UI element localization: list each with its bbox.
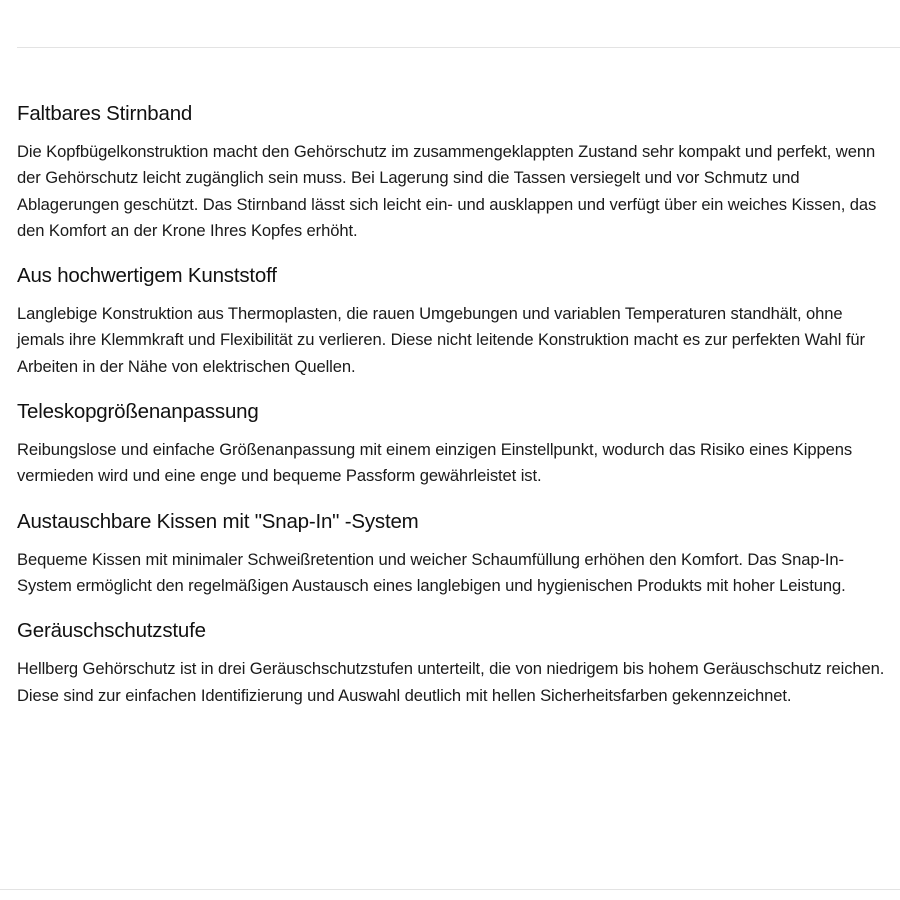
section-text: Die Kopfbügelkonstruktion macht den Gehörschutz im zusammengeklappten Zustand sehr kompakt und perfekt, wenn der Gehörschutz leicht zugänglich sein muss. Bei Lagerung sind die Tassen versiegelt und vor Schmutz und Ablagerungen geschützt. Das Stirnband lässt sich leicht ein- und ausklappen und verfügt über ein weiches Kissen, das den Komfort an der Krone Ihres Kopfes erhöht.	[17, 142, 877, 240]
feature-list	[17, 100, 892, 727]
section-text: Langlebige Konstruktion aus Thermoplasten, die rauen Umgebungen und variablen Temperaturen standhält, ohne jemals ihre Klemmkraft und Flexibilität zu verlieren. Diese nicht leitende Konstruktion macht es zur perfekten Wahl für Arbeiten in der Nähe von elektrischen Quellen.	[17, 304, 865, 376]
feature-section-foldable-headband	[17, 100, 892, 244]
feature-section-plastic	[17, 262, 892, 380]
feature-section-telescopic-sizing	[17, 398, 892, 490]
section-text: Hellberg Gehörschutz ist in drei Geräuschschutzstufen unterteilt, die von niedrigem bis hohem Geräuschschutz reichen. Diese sind zur einfachen Identifizierung und Auswahl deutlich mit hellen Sicherheitsfarben gekennzeichnet.	[17, 659, 885, 705]
section-heading: Geräuschschutzstufe	[17, 619, 206, 643]
feature-section-snap-in-cushions	[17, 508, 892, 600]
section-heading: Austauschbare Kissen mit "Snap-In" -System	[17, 509, 419, 533]
bottom-divider	[0, 889, 900, 890]
section-heading: Teleskopgrößenanpassung	[17, 400, 259, 424]
top-divider	[17, 47, 900, 48]
feature-section-noise-protection-level	[17, 617, 892, 709]
section-heading: Aus hochwertigem Kunststoff	[17, 264, 277, 288]
section-text: Reibungslose und einfache Größenanpassung mit einem einzigen Einstellpunkt, wodurch das Risiko eines Kippens vermieden wird und eine enge und bequeme Passform gewährleistet ist.	[17, 440, 853, 486]
section-heading: Faltbares Stirnband	[17, 102, 193, 125]
section-text: Bequeme Kissen mit minimaler Schweißretention und weicher Schaumfüllung erhöhen den Komfort. Das Snap-In-System ermöglicht den regelmäßigen Austausch eines langlebigen und hygienischen Produkts mit hoher Leistung.	[17, 549, 846, 595]
